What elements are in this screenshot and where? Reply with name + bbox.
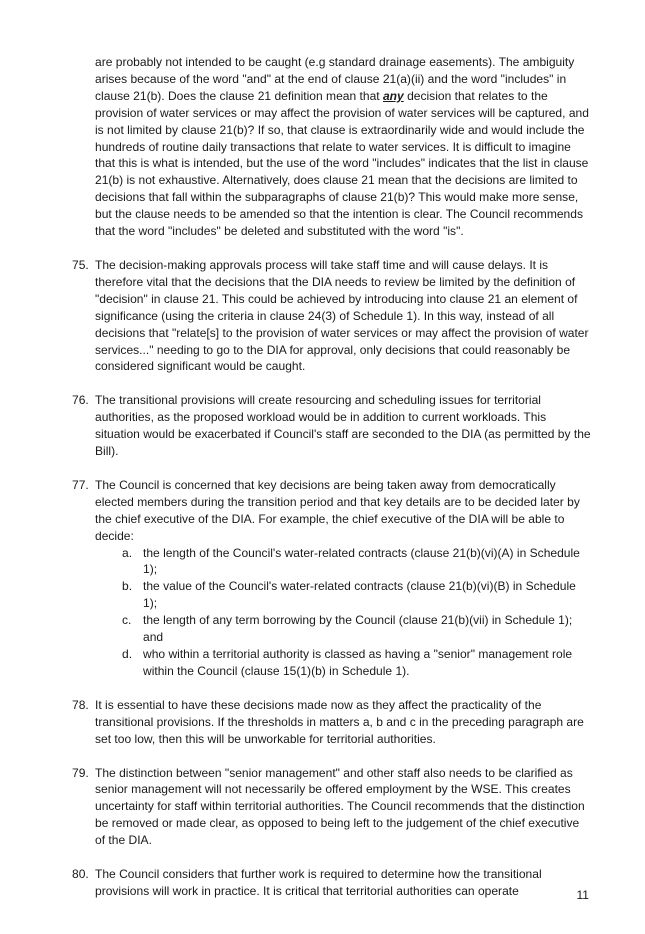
paragraph-number: 77.: [72, 477, 89, 492]
paragraph-text: The distinction between "senior management" and other staff also needs to be clarified as senior management will not necessarily be offered employment by the WSE. This creates uncertainty for staff within territorial authorities. The Council recommends that the distinction be removed or made clear, as opposed to being left to the judgement of the chief executive of the DIA.: [95, 765, 585, 848]
list-item: [95, 612, 592, 646]
list-item: [95, 545, 592, 579]
paragraph-number: 79.: [72, 765, 89, 780]
paragraph-text: The transitional provisions will create resourcing and scheduling issues for territorial authorities, as the proposed workload would be in addition to current workloads. This situation would be exacerbated if Council's staff are seconded to the DIA (as permitted by the Bill).: [95, 393, 591, 459]
paragraph-80: [72, 866, 592, 900]
list-letter: d.: [122, 647, 133, 661]
paragraph-text: The Council is concerned that key decisions are being taken away from democratically elected members during the transition period and that key details are to be decided later by the chief executive of the DIA. For example, the chief executive of the DIA will be able to decide:: [95, 477, 580, 543]
list-item: [95, 578, 592, 612]
page-number: 11: [576, 888, 589, 902]
paragraph-79: [72, 765, 592, 850]
paragraph-text: The Council considers that further work is required to determine how the transitional provisions will work in practice. It is critical that territorial authorities can operate: [95, 867, 542, 898]
emphasis-any: any: [382, 88, 404, 103]
paragraph-number: 76.: [72, 393, 89, 408]
paragraph-76: [72, 392, 592, 460]
paragraph-number: 80.: [72, 867, 89, 882]
list-item-text: the length of the Council's water-related contracts (clause 21(b)(vi)(A) in Schedule 1);: [143, 545, 580, 577]
list-letter: a.: [122, 545, 133, 560]
list-letter: b.: [122, 579, 133, 594]
paragraph-text: The decision-making approvals process will take staff time and will cause delays. It is therefore vital that the decisions that the DIA needs to review be limited by the definition of "decision" in clause 21. This could be achieved by introducing into clause 21 an element of significance (using the criteria in clause 24(3) of Schedule 1). In this way, instead of all decisions that "relate[s] to the provision of water services or may affect the provision of water services..." needing to go to the DIA for approval, only decisions that could reasonably be considered significant would be caught.: [95, 257, 589, 374]
sub-list: [95, 545, 592, 680]
paragraph-text: It is essential to have these decisions made now as they affect the practicality of the transitional provisions. If the thresholds in matters a, b and c in the preceding paragraph are set too low, then this will be unworkable for territorial authorities.: [95, 697, 584, 746]
list-item-text: who within a territorial authority is classed as having a "senior" management role within the Council (clause 15(1)(b) in Schedule 1).: [143, 647, 573, 678]
document-body: [72, 54, 592, 900]
paragraph-78: [72, 697, 592, 748]
paragraph-74-continuation: are probably not intended to be caught (e.g standard drainage easements). The ambiguity arises because of the word "and" at the end of clause 21(a)(ii) and the word "includes" in clause 21(b). Does the clause 21 definition mean that any decision that relates to the provision of water services or may affect the provision of water services will be captured, and is not limited by clause 21(b)? If so, that clause is extraordinarily wide and would include the hundreds of routine daily transactions that relate to water services. It is difficult to imagine that this is what is intended, but the use of the word "includes" indicates that the list in clause 21(b) is not exhaustive. Alternatively, does clause 21 mean that the decisions are limited to decisions that fall within the subparagraphs of clause 21(b)? This would make more sense, but the clause needs to be amended so that the intention is clear. The Council recommends that the word "includes" be deleted and substituted with the word "is".: [95, 55, 589, 239]
paragraph-77: [72, 477, 592, 680]
paragraph-number: 75.: [72, 257, 89, 272]
list-item: [95, 646, 592, 680]
list-item-text: the length of any term borrowing by the Council (clause 21(b)(vii) in Schedule 1); and: [143, 613, 573, 645]
paragraph-75: [72, 257, 592, 375]
list-item-text: the value of the Council's water-related contracts (clause 21(b)(vi)(B) in Schedule 1);: [143, 579, 576, 611]
list-letter: c.: [122, 613, 132, 628]
paragraph-number: 78.: [72, 697, 89, 712]
